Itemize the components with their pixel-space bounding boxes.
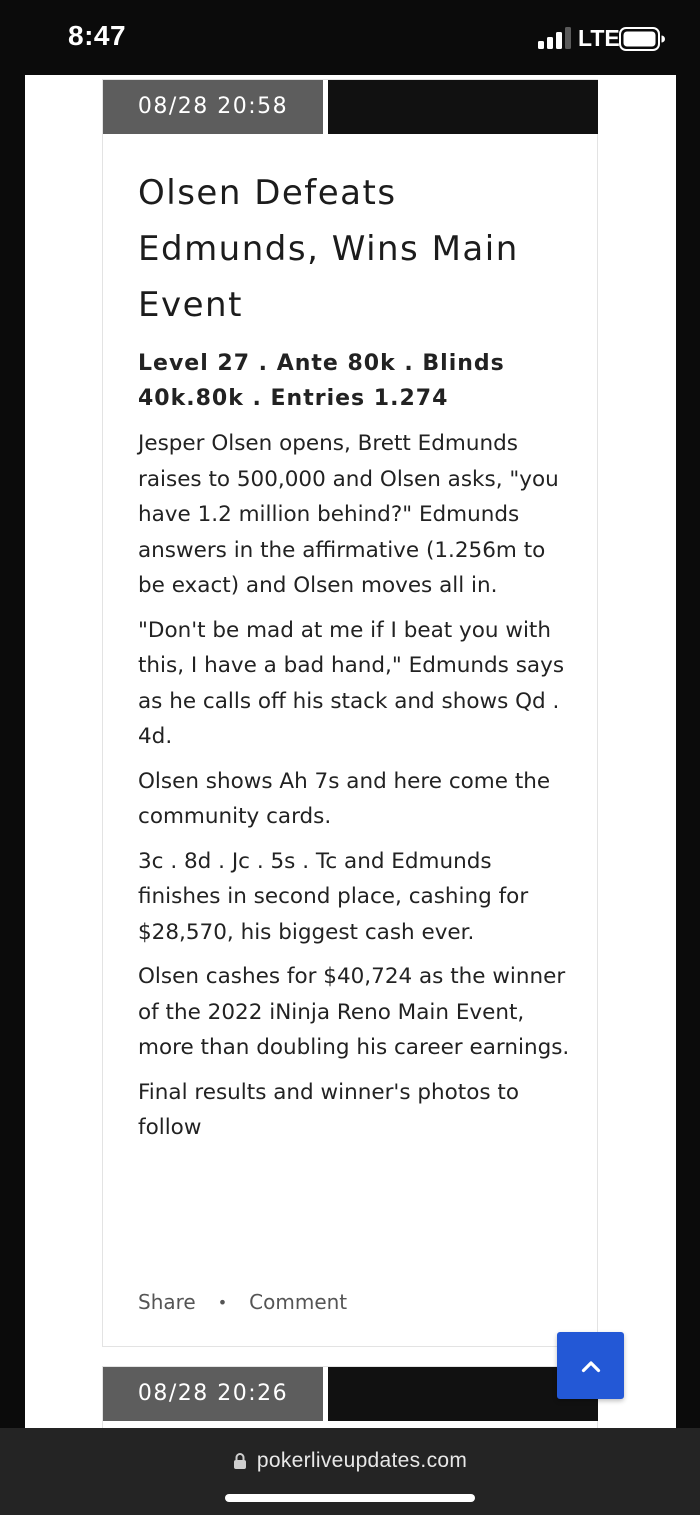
action-separator: • <box>217 1292 228 1312</box>
lock-icon <box>233 1452 247 1470</box>
home-indicator[interactable] <box>225 1494 475 1502</box>
entry-paragraph: Olsen shows Ah 7s and here come the community cards. <box>138 768 551 829</box>
address-bar[interactable] <box>0 1446 700 1476</box>
back-to-top-button[interactable] <box>557 1332 624 1399</box>
browser-bottom-bar <box>0 1428 700 1515</box>
entry-paragraph: "Don't be mad at me if I beat you with this, I have a bad hand," Edmunds says as he calls off his stack and shows Qd . 4d. <box>138 617 565 749</box>
entry-timestamp: 08/28 20:58 <box>103 80 323 134</box>
live-update-entry <box>102 1366 598 1428</box>
status-time: 8:47 <box>68 20 127 51</box>
network-label: LTE <box>578 25 620 51</box>
signal-icon <box>538 27 572 49</box>
live-update-entry <box>102 79 598 1347</box>
battery-icon <box>619 27 665 51</box>
entry-paragraph: 3c . 8d . Jc . 5s . Tc and Edmunds finishes in second place, cashing for $28,570, his biggest cash ever. <box>138 848 529 945</box>
entry-paragraph: Final results and winner's photos to follow <box>138 1079 519 1140</box>
comment-link[interactable]: Comment <box>249 1290 348 1314</box>
entry-level-info: Level 27 . Ante 80k . Blinds 40k.80k . Entries 1.274 <box>138 351 505 411</box>
entry-title: Olsen Defeats Edmunds, Wins Main Event <box>138 173 519 325</box>
entry-header-bar <box>328 80 598 134</box>
url-text: pokerliveupdates.com <box>256 1449 468 1472</box>
entry-paragraph: Olsen cashes for $40,724 as the winner of the 2022 iNinja Reno Main Event, more than doubling his career earnings. <box>138 964 570 1060</box>
status-bar <box>0 0 700 75</box>
entry-actions <box>138 1287 347 1317</box>
entry-body <box>138 426 578 1155</box>
web-page[interactable] <box>25 75 676 1428</box>
entry-paragraph: Jesper Olsen opens, Brett Edmunds raises to 500,000 and Olsen asks, "you have 1.2 million behind?" Edmunds answers in the affirmative (1.256m to be exact) and Olsen moves all in. <box>138 431 559 598</box>
share-link[interactable]: Share <box>138 1290 196 1314</box>
entry-timestamp: 08/28 20:26 <box>103 1367 323 1421</box>
entry-header <box>103 80 597 135</box>
entry-header <box>103 1367 597 1422</box>
chevron-up-icon <box>581 1359 601 1373</box>
